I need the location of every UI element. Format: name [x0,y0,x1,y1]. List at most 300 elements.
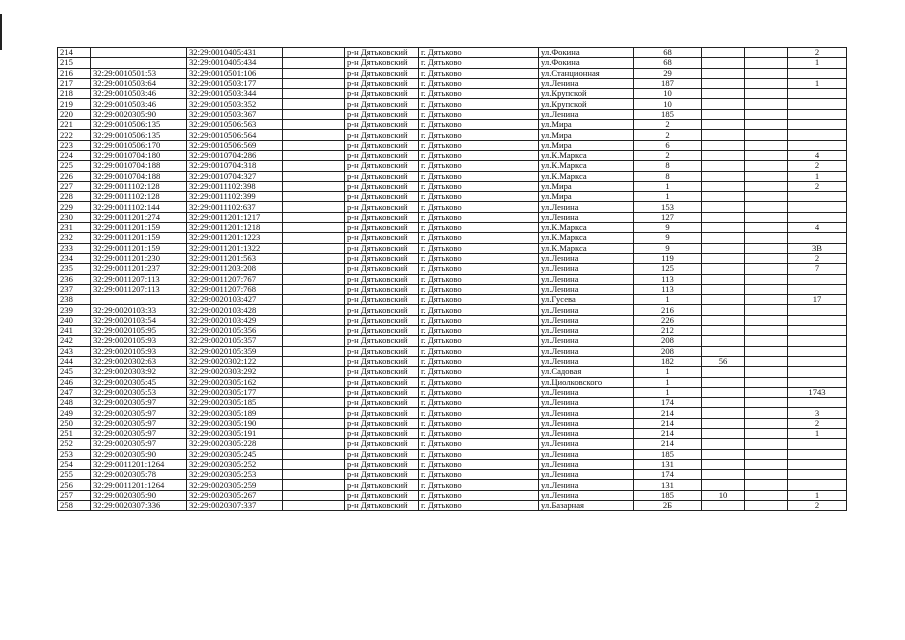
city-cell: г. Дятьково [419,78,539,88]
street-cell: ул.Крупской [539,99,634,109]
table-row [58,284,847,294]
table-row [58,171,847,181]
house-number-cell: 1 [634,367,702,377]
street-cell: ул.Ленина [539,336,634,346]
blank-column [283,274,345,284]
parent-cadastral-number: 32:29:0010503:46 [91,99,187,109]
parent-cadastral-number: 32:29:0020302:63 [91,356,187,366]
row-number: 237 [58,284,91,294]
apartment-cell [788,470,847,480]
building-cell [702,305,745,315]
district-cell: р-н Дятьковский [345,130,419,140]
street-cell: ул.Ленина [539,459,634,469]
district-cell: р-н Дятьковский [345,120,419,130]
block-cell [745,223,788,233]
street-cell: ул.Ленина [539,480,634,490]
row-number: 226 [58,171,91,181]
building-cell [702,428,745,438]
table-row [58,264,847,274]
street-cell: ул.Ленина [539,78,634,88]
building-cell [702,150,745,160]
street-cell: ул.Мира [539,140,634,150]
city-cell: г. Дятьково [419,428,539,438]
district-cell: р-н Дятьковский [345,109,419,119]
street-cell: ул.Ленина [539,449,634,459]
building-cell [702,78,745,88]
cadastral-number: 32:29:0010503:177 [187,78,283,88]
cadastral-number: 32:29:0020305:190 [187,418,283,428]
apartment-cell [788,356,847,366]
row-number: 221 [58,120,91,130]
apartment-cell: 2 [788,48,847,58]
cadastral-number: 32:29:0020305:162 [187,377,283,387]
street-cell: ул.Садовая [539,367,634,377]
district-cell: р-н Дятьковский [345,356,419,366]
street-cell: ул.Ленина [539,346,634,356]
city-cell: г. Дятьково [419,181,539,191]
block-cell [745,501,788,511]
block-cell [745,78,788,88]
apartment-cell [788,367,847,377]
house-number-cell: 10 [634,89,702,99]
apartment-cell: 1 [788,428,847,438]
building-cell [702,439,745,449]
table-row [58,192,847,202]
apartment-cell [788,212,847,222]
blank-column [283,99,345,109]
table-row [58,356,847,366]
row-number: 231 [58,223,91,233]
row-number: 246 [58,377,91,387]
block-cell [745,161,788,171]
row-number: 219 [58,99,91,109]
building-cell [702,326,745,336]
district-cell: р-н Дятьковский [345,490,419,500]
street-cell: ул.Ленина [539,387,634,397]
house-number-cell: 187 [634,78,702,88]
city-cell: г. Дятьково [419,89,539,99]
blank-column [283,161,345,171]
blank-column [283,284,345,294]
street-cell: ул.Ленина [539,356,634,366]
apartment-cell: 1 [788,58,847,68]
street-cell: ул.Мира [539,181,634,191]
street-cell: ул.Мира [539,130,634,140]
parent-cadastral-number: 32:29:0020305:53 [91,387,187,397]
parent-cadastral-number: 32:29:0020305:97 [91,439,187,449]
cadastral-number: 32:29:0020307:337 [187,501,283,511]
building-cell [702,459,745,469]
city-cell: г. Дятьково [419,326,539,336]
table-row [58,346,847,356]
table-row [58,408,847,418]
building-cell [702,89,745,99]
parent-cadastral-number: 32:29:0020105:93 [91,346,187,356]
cadastral-number: 32:29:0011201:1218 [187,223,283,233]
house-number-cell: 9 [634,243,702,253]
building-cell [702,408,745,418]
district-cell: р-н Дятьковский [345,202,419,212]
city-cell: г. Дятьково [419,459,539,469]
house-number-cell: 174 [634,470,702,480]
building-cell [702,202,745,212]
parent-cadastral-number: 32:29:0020305:90 [91,449,187,459]
table-row [58,480,847,490]
district-cell: р-н Дятьковский [345,377,419,387]
parent-cadastral-number: 32:29:0020105:93 [91,336,187,346]
parent-cadastral-number [91,295,187,305]
house-number-cell: 10 [634,99,702,109]
house-number-cell: 174 [634,398,702,408]
city-cell: г. Дятьково [419,387,539,397]
cadastral-number: 32:29:0010503:367 [187,109,283,119]
district-cell: р-н Дятьковский [345,181,419,191]
block-cell [745,284,788,294]
parent-cadastral-number: 32:29:0011201:159 [91,243,187,253]
district-cell: р-н Дятьковский [345,150,419,160]
district-cell: р-н Дятьковский [345,192,419,202]
street-cell: ул.К.Маркса [539,150,634,160]
parent-cadastral-number: 32:29:0020307:336 [91,501,187,511]
house-number-cell: 216 [634,305,702,315]
apartment-cell [788,459,847,469]
table-row [58,428,847,438]
cadastral-number: 32:29:0011201:563 [187,253,283,263]
apartment-cell [788,315,847,325]
row-number: 236 [58,274,91,284]
row-number: 225 [58,161,91,171]
table-row [58,223,847,233]
parent-cadastral-number [91,58,187,68]
parent-cadastral-number: 32:29:0011201:230 [91,253,187,263]
parent-cadastral-number: 32:29:0011102:128 [91,181,187,191]
parent-cadastral-number: 32:29:0020305:97 [91,418,187,428]
city-cell: г. Дятьково [419,243,539,253]
cadastral-number: 32:29:0011102:398 [187,181,283,191]
parent-cadastral-number: 32:29:0011207:113 [91,274,187,284]
block-cell [745,120,788,130]
street-cell: ул.Фокина [539,48,634,58]
table-row [58,449,847,459]
block-cell [745,449,788,459]
apartment-cell [788,439,847,449]
house-number-cell: 214 [634,428,702,438]
house-number-cell: 153 [634,202,702,212]
city-cell: г. Дятьково [419,480,539,490]
block-cell [745,305,788,315]
cadastral-number: 32:29:0020305:228 [187,439,283,449]
row-number: 256 [58,480,91,490]
cadastral-number: 32:29:0011207:768 [187,284,283,294]
city-cell: г. Дятьково [419,377,539,387]
blank-column [283,233,345,243]
house-number-cell: 214 [634,418,702,428]
parent-cadastral-number: 32:29:0010503:46 [91,89,187,99]
row-number: 242 [58,336,91,346]
cadastral-number: 32:29:0010405:431 [187,48,283,58]
district-cell: р-н Дятьковский [345,212,419,222]
apartment-cell [788,274,847,284]
house-number-cell: 185 [634,449,702,459]
blank-column [283,89,345,99]
district-cell: р-н Дятьковский [345,367,419,377]
row-number: 241 [58,326,91,336]
block-cell [745,387,788,397]
table-row [58,490,847,500]
block-cell [745,150,788,160]
row-number: 234 [58,253,91,263]
street-cell: ул.К.Маркса [539,243,634,253]
block-cell [745,181,788,191]
apartment-cell [788,202,847,212]
table-row [58,243,847,253]
table-row [58,68,847,78]
city-cell: г. Дятьково [419,470,539,480]
table-row [58,459,847,469]
parent-cadastral-number: 32:29:0011207:113 [91,284,187,294]
parent-cadastral-number: 32:29:0010704:188 [91,171,187,181]
district-cell: р-н Дятьковский [345,346,419,356]
cadastral-number: 32:29:0020105:359 [187,346,283,356]
row-number: 245 [58,367,91,377]
blank-column [283,295,345,305]
block-cell [745,264,788,274]
building-cell [702,387,745,397]
building-cell [702,377,745,387]
city-cell: г. Дятьково [419,150,539,160]
cadastral-number: 32:29:0020105:356 [187,326,283,336]
building-cell [702,346,745,356]
cadastral-number: 32:29:0010501:106 [187,68,283,78]
table-row [58,99,847,109]
house-number-cell: 29 [634,68,702,78]
street-cell: ул.Ленина [539,418,634,428]
cadastral-number: 32:29:0010503:352 [187,99,283,109]
row-number: 223 [58,140,91,150]
cadastral-number: 32:29:0010506:569 [187,140,283,150]
block-cell [745,253,788,263]
row-number: 228 [58,192,91,202]
blank-column [283,398,345,408]
blank-column [283,449,345,459]
district-cell: р-н Дятьковский [345,284,419,294]
table-row [58,305,847,315]
cadastral-number: 32:29:0010704:286 [187,150,283,160]
house-number-cell: 2Б [634,501,702,511]
row-number: 220 [58,109,91,119]
district-cell: р-н Дятьковский [345,233,419,243]
blank-column [283,315,345,325]
row-number: 254 [58,459,91,469]
street-cell: ул.К.Маркса [539,223,634,233]
cadastral-number: 32:29:0010704:327 [187,171,283,181]
house-number-cell: 2 [634,120,702,130]
apartment-cell: 4 [788,223,847,233]
table-row [58,295,847,305]
district-cell: р-н Дятьковский [345,305,419,315]
parent-cadastral-number: 32:29:0010503:64 [91,78,187,88]
blank-column [283,418,345,428]
building-cell [702,58,745,68]
building-cell [702,367,745,377]
apartment-cell: 7 [788,264,847,274]
city-cell: г. Дятьково [419,192,539,202]
parent-cadastral-number: 32:29:0020105:95 [91,326,187,336]
street-cell: ул.Ленина [539,274,634,284]
street-cell: ул.Ленина [539,212,634,222]
block-cell [745,109,788,119]
street-cell: ул.Мира [539,192,634,202]
apartment-cell [788,120,847,130]
district-cell: р-н Дятьковский [345,140,419,150]
building-cell [702,161,745,171]
apartment-cell: 1743 [788,387,847,397]
building-cell [702,284,745,294]
city-cell: г. Дятьково [419,274,539,284]
parent-cadastral-number: 32:29:0010704:188 [91,161,187,171]
building-cell [702,336,745,346]
apartment-cell [788,346,847,356]
cadastral-number: 32:29:0020305:245 [187,449,283,459]
city-cell: г. Дятьково [419,109,539,119]
cadastral-number: 32:29:0010503:344 [187,89,283,99]
cadastral-number: 32:29:0010506:563 [187,120,283,130]
parent-cadastral-number: 32:29:0020305:45 [91,377,187,387]
house-number-cell: 8 [634,171,702,181]
parent-cadastral-number: 32:29:0011102:128 [91,192,187,202]
block-cell [745,470,788,480]
blank-column [283,439,345,449]
building-cell [702,264,745,274]
blank-column [283,356,345,366]
table-row [58,140,847,150]
district-cell: р-н Дятьковский [345,99,419,109]
block-cell [745,346,788,356]
row-number: 244 [58,356,91,366]
row-number: 218 [58,89,91,99]
block-cell [745,233,788,243]
row-number: 222 [58,130,91,140]
street-cell: ул.Ленина [539,490,634,500]
table-row [58,315,847,325]
house-number-cell: 1 [634,377,702,387]
city-cell: г. Дятьково [419,58,539,68]
city-cell: г. Дятьково [419,120,539,130]
district-cell: р-н Дятьковский [345,48,419,58]
cadastral-number: 32:29:0020303:292 [187,367,283,377]
street-cell: ул.Ленина [539,284,634,294]
row-number: 240 [58,315,91,325]
block-cell [745,367,788,377]
city-cell: г. Дятьково [419,418,539,428]
building-cell [702,192,745,202]
table-row [58,212,847,222]
building-cell [702,181,745,191]
building-cell [702,120,745,130]
street-cell: ул.К.Маркса [539,233,634,243]
blank-column [283,68,345,78]
street-cell: ул.К.Маркса [539,171,634,181]
blank-column [283,58,345,68]
city-cell: г. Дятьково [419,346,539,356]
row-number: 233 [58,243,91,253]
parent-cadastral-number: 32:29:0020305:90 [91,109,187,119]
parent-cadastral-number: 32:29:0010501:53 [91,68,187,78]
cadastral-number: 32:29:0011201:1322 [187,243,283,253]
cadastral-number: 32:29:0020103:429 [187,315,283,325]
table-row [58,130,847,140]
register-table-body [58,48,847,511]
blank-column [283,377,345,387]
house-number-cell: 185 [634,490,702,500]
district-cell: р-н Дятьковский [345,459,419,469]
parent-cadastral-number: 32:29:0011102:144 [91,202,187,212]
block-cell [745,459,788,469]
city-cell: г. Дятьково [419,68,539,78]
parent-cadastral-number: 32:29:0020305:78 [91,470,187,480]
street-cell: ул.Ленина [539,439,634,449]
building-cell: 10 [702,490,745,500]
row-number: 250 [58,418,91,428]
table-row [58,181,847,191]
city-cell: г. Дятьково [419,264,539,274]
block-cell [745,243,788,253]
district-cell: р-н Дятьковский [345,398,419,408]
parent-cadastral-number: 32:29:0011201:159 [91,223,187,233]
house-number-cell: 2 [634,150,702,160]
cadastral-number: 32:29:0020305:189 [187,408,283,418]
house-number-cell: 68 [634,58,702,68]
parent-cadastral-number: 32:29:0011201:159 [91,233,187,243]
table-row [58,367,847,377]
row-number: 248 [58,398,91,408]
apartment-cell: 3В [788,243,847,253]
parent-cadastral-number: 32:29:0010506:135 [91,130,187,140]
house-number-cell: 127 [634,212,702,222]
street-cell: ул.Ленина [539,202,634,212]
house-number-cell: 182 [634,356,702,366]
city-cell: г. Дятьково [419,202,539,212]
cadastral-number: 32:29:0020103:427 [187,295,283,305]
row-number: 235 [58,264,91,274]
row-number: 227 [58,181,91,191]
cadastral-number: 32:29:0020103:428 [187,305,283,315]
parent-cadastral-number: 32:29:0020305:90 [91,490,187,500]
row-number: 229 [58,202,91,212]
blank-column [283,387,345,397]
row-number: 224 [58,150,91,160]
blank-column [283,130,345,140]
city-cell: г. Дятьково [419,161,539,171]
table-row [58,78,847,88]
table-row [58,418,847,428]
cadastral-number: 32:29:0011201:1223 [187,233,283,243]
street-cell: ул.Ленина [539,326,634,336]
apartment-cell: 4 [788,150,847,160]
row-number: 215 [58,58,91,68]
building-cell [702,212,745,222]
house-number-cell: 6 [634,140,702,150]
building-cell [702,243,745,253]
blank-column [283,459,345,469]
table-row [58,439,847,449]
apartment-cell: 1 [788,171,847,181]
street-cell: ул.Ленина [539,253,634,263]
block-cell [745,428,788,438]
cadastral-number: 32:29:0010405:434 [187,58,283,68]
city-cell: г. Дятьково [419,315,539,325]
district-cell: р-н Дятьковский [345,253,419,263]
